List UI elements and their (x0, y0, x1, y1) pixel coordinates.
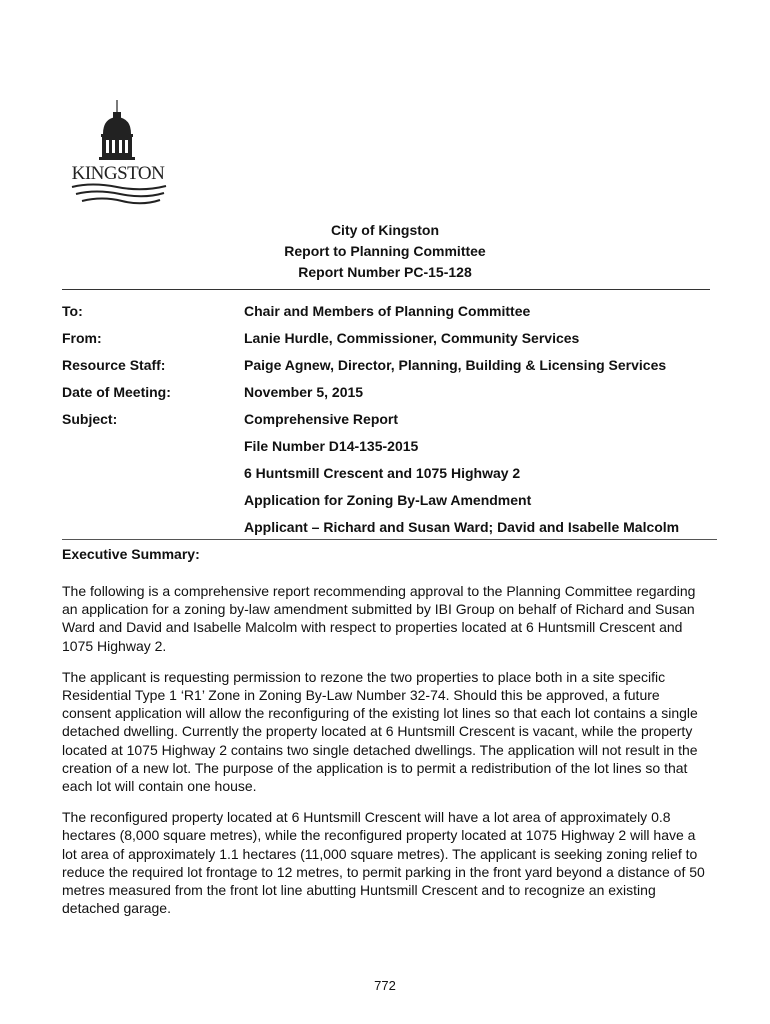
kingston-logo (62, 98, 174, 208)
page-number: 772 (374, 978, 396, 993)
meta-row-subject-file (62, 432, 722, 459)
meta-row-subject (62, 405, 722, 432)
meta-row-subject-address (62, 459, 722, 486)
meta-row-date (62, 378, 722, 405)
meta-label: From: (62, 329, 102, 346)
meta-label: Subject: (62, 410, 118, 427)
summary-paragraph: The reconfigured property located at 6 Huntsmill Crescent will have a lot area of approximately 0.8 hectares (8,000 square metres), while the reconfigured property located at 1075 Highway 2 will have a lot area of approximately 1.1 hectares (11,000 square metres). The applicant is seeking zoning relief to reduce the required lot frontage to 12 metres, to permit parking in the front yard beyond a distance of 50 metres measured from the front lot line abutting Huntsmill Crescent and to recognize an existing detached garage. (62, 809, 705, 917)
meta-value: Comprehensive Report (244, 410, 399, 427)
executive-summary-body (62, 582, 712, 930)
meta-row-to (62, 297, 722, 324)
report-metadata (62, 297, 722, 540)
meta-value: Chair and Members of Planning Committee (244, 302, 531, 319)
meta-value: 6 Huntsmill Crescent and 1075 Highway 2 (244, 464, 521, 481)
summary-paragraph: The applicant is requesting permission to rezone the two properties to place both in a site specific Residential Type 1 ‘R1’ Zone in Zoning By-Law Number 32-74. Should this be approved, a future consent application will allow the reconfiguring of the existing lot lines so that each lot contains a single detached dwelling. Currently the property located at 6 Huntsmill Crescent is vacant, while the property located at 1075 Highway 2 contains two single detached dwellings. The application will not result in the creation of a new lot. The purpose of the application is to permit a redistribution of the lot lines so that each lot will contain one house. (62, 668, 698, 795)
meta-label: Resource Staff: (62, 356, 166, 373)
meta-value: Lanie Hurdle, Commissioner, Community Services (244, 329, 580, 346)
meta-value: Paige Agnew, Director, Planning, Building & Licensing Services (244, 356, 667, 373)
meta-label: Date of Meeting: (62, 383, 171, 400)
meta-value: Applicant – Richard and Susan Ward; David and Isabelle Malcolm (244, 518, 680, 535)
executive-summary-heading: Executive Summary: (62, 546, 200, 562)
meta-row-resource-staff (62, 351, 722, 378)
report-title-city: City of Kingston (330, 222, 440, 238)
meta-row-subject-applicant (62, 513, 722, 540)
meta-value: November 5, 2015 (244, 383, 364, 400)
meta-row-from (62, 324, 722, 351)
kingston-wordmark: KINGSTON (71, 163, 165, 184)
meta-row-subject-application (62, 486, 722, 513)
meta-value: Application for Zoning By-Law Amendment (244, 491, 532, 508)
city-hall-dome-icon (62, 98, 174, 208)
header-divider (62, 289, 710, 290)
metadata-divider (62, 539, 717, 540)
summary-paragraph: The following is a comprehensive report recommending approval to the Planning Committee regarding an application for a zoning by-law amendment submitted by IBI Group on behalf of Richard and Susan Ward and David and Isabelle Malcolm with respect to properties located at 6 Huntsmill Crescent and 1075 Highway 2. (62, 583, 696, 654)
meta-value: File Number D14-135-2015 (244, 437, 419, 454)
report-number: Report Number PC-15-128 (298, 264, 472, 280)
report-title-committee: Report to Planning Committee (284, 243, 486, 259)
meta-label: To: (62, 302, 83, 319)
report-title-block (0, 220, 770, 283)
